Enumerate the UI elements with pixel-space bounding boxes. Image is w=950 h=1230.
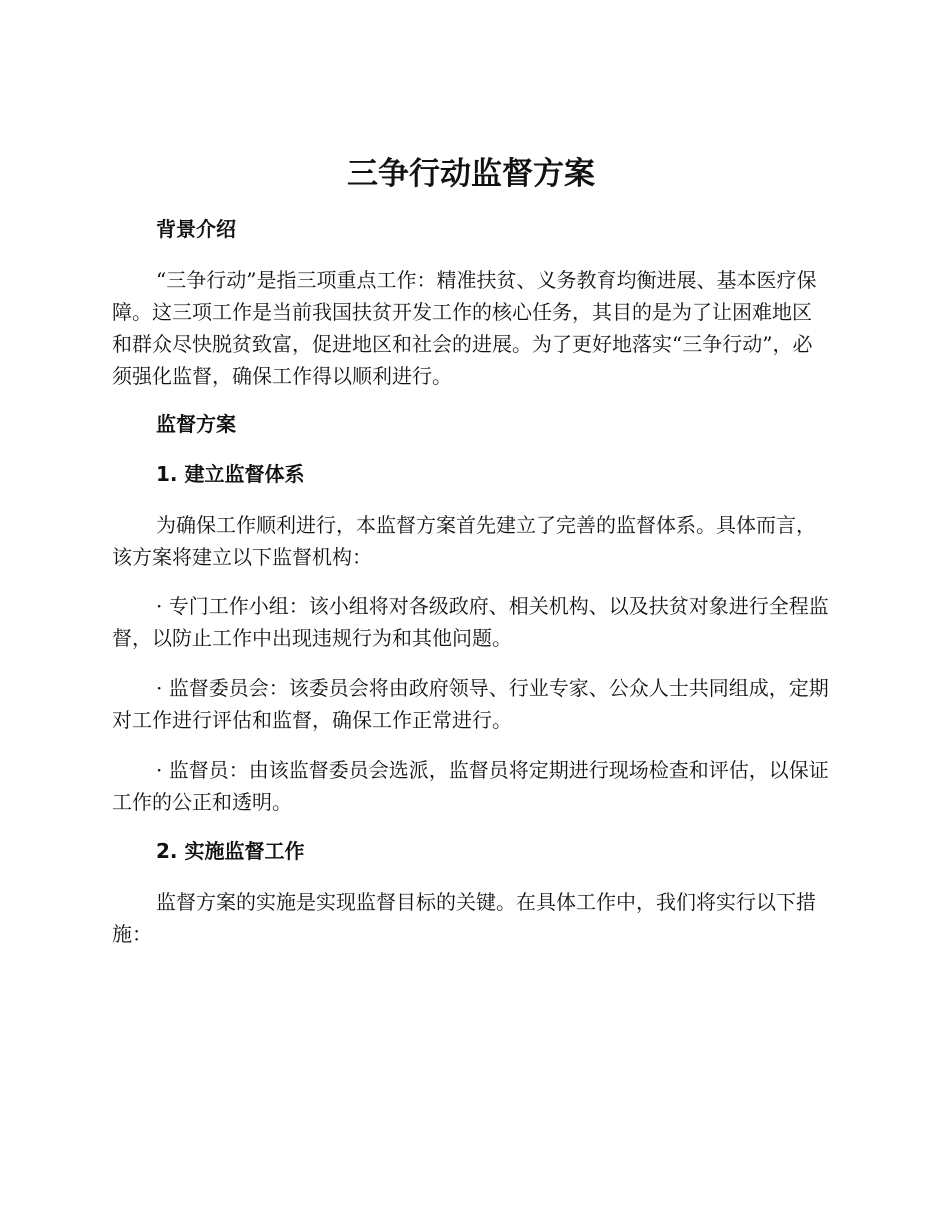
paragraph-implement-supervision-intro: 监督方案的实施是实现监督目标的关键。在具体工作中，我们将实行以下措施： [112,890,816,946]
section-implement-supervision [112,836,830,950]
section-supervision-plan [112,409,830,439]
list-item-supervision-committee: · 监督委员会：该委员会将由政府领导、行业专家、公众人士共同组成，定期对工作进行评估和监督，确保工作正常进行。 [112,676,829,732]
section-heading-supervision-plan: 监督方案 [156,412,236,436]
section-background [112,214,830,392]
section-heading-build-system: 1. 建立监督体系 [156,462,305,486]
paragraph-build-system-intro: 为确保工作顺利进行，本监督方案首先建立了完善的监督体系。具体而言，该方案将建立以下监督机构： [112,513,816,569]
list-item-supervisor: · 监督员：由该监督委员会选派，监督员将定期进行现场检查和评估，以保证工作的公正和透明。 [112,758,829,814]
section-heading-background: 背景介绍 [156,217,236,241]
document-title: 三争行动监督方案 [347,156,595,192]
list-item-special-working-group: · 专门工作小组：该小组将对各级政府、相关机构、以及扶贫对象进行全程监督，以防止工作中出现违规行为和其他问题。 [112,594,829,650]
section-heading-implement-supervision: 2. 实施监督工作 [156,839,305,863]
paragraph-background-intro: “三争行动”是指三项重点工作：精准扶贫、义务教育均衡进展、基本医疗保障。这三项工作是当前我国扶贫开发工作的核心任务，其目的是为了让困难地区和群众尽快脱贫致富，促进地区和社会的进展。为了更好地落实“三争行动”，必须强化监督，确保工作得以顺利进行。 [112,268,817,388]
section-build-system [112,459,830,818]
